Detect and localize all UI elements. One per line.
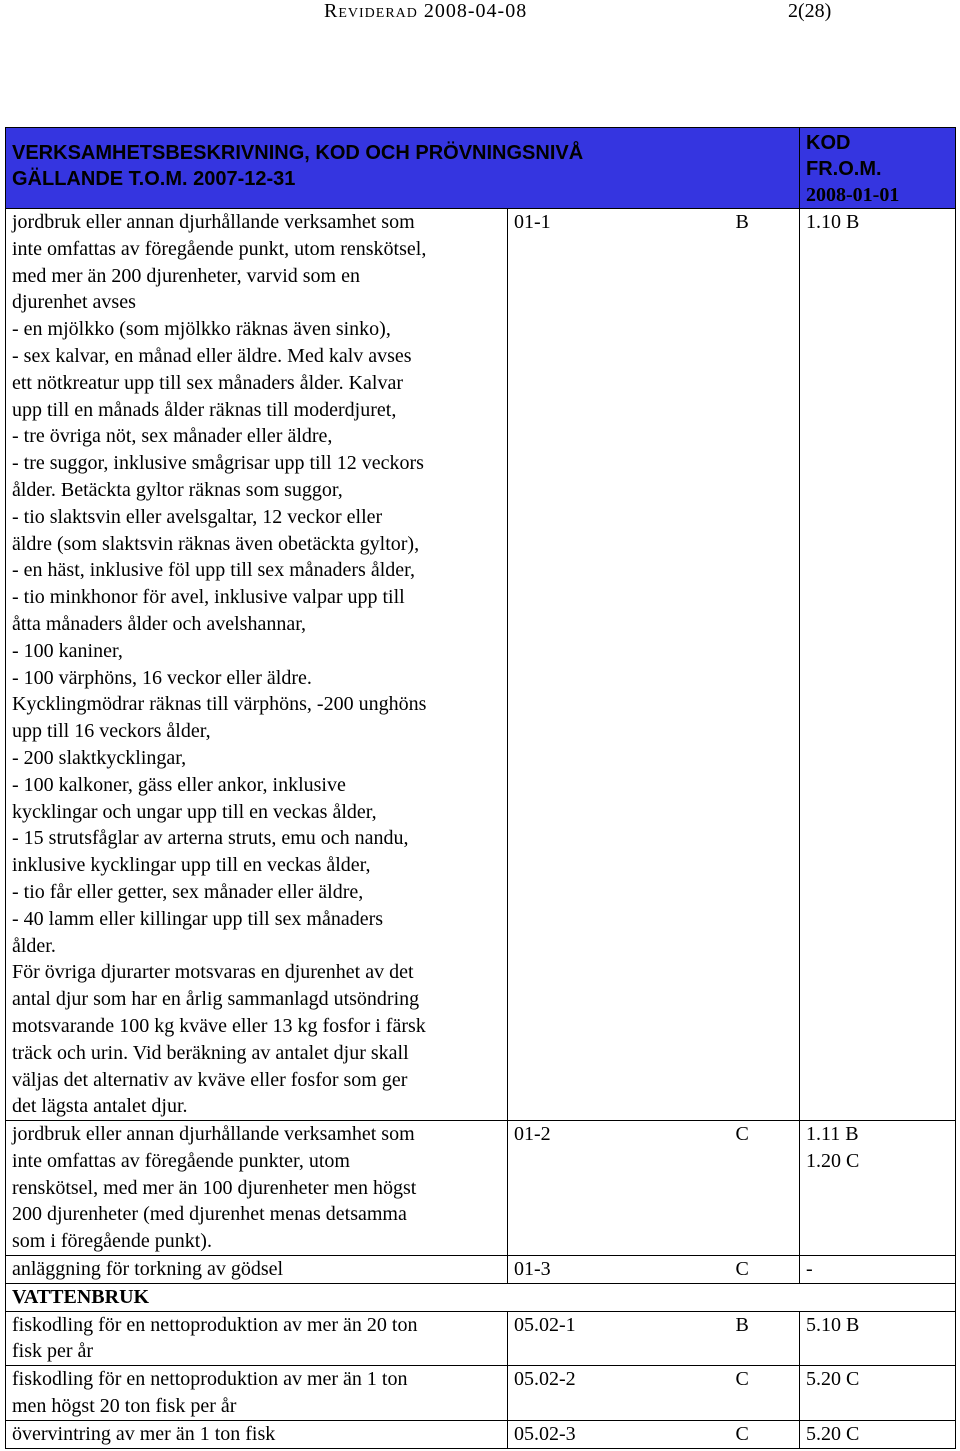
description-line: inte omfattas av föregående punkt, utom renskötsel, (12, 237, 427, 260)
description-line: renskötsel, med mer än 100 djurenheter men högst (12, 1176, 417, 1199)
description-line: övervintring av mer än 1 ton fisk (12, 1422, 276, 1445)
activity-table (5, 127, 956, 1449)
new-code-cell (800, 1420, 956, 1448)
description-line: men högst 20 ton fisk per år (12, 1395, 237, 1418)
description-line: - 100 kaniner, (12, 639, 123, 662)
page-header (0, 0, 960, 24)
description-line: fiskodling för en nettoproduktion av mer än 20 ton (12, 1313, 418, 1336)
description-line: fisk per år (12, 1340, 94, 1363)
new-code: 5.20 C (806, 1368, 860, 1391)
old-code: 01-1 (514, 211, 551, 233)
description-line: - tio slaktsvin eller avelsgaltar, 12 veckor eller (12, 505, 383, 528)
header-code-cell (800, 128, 956, 209)
description-line: - 40 lamm eller killingar upp till sex månaders (12, 907, 384, 930)
old-code: 05.02-2 (514, 1368, 576, 1391)
description-cell (6, 1121, 508, 1256)
description-line: träck och urin. Vid beräkning av antalet djur skall (12, 1041, 409, 1064)
new-code: 1.11 B (806, 1123, 859, 1146)
description-line: upp till 16 veckors ålder, (12, 720, 211, 743)
review-level-cell (730, 1366, 800, 1421)
review-level-cell (730, 1121, 800, 1256)
table-row (6, 1366, 956, 1421)
description-line: jordbruk eller annan djurhållande verksamhet som (12, 1123, 415, 1146)
table-row (6, 1311, 956, 1366)
revision-date: Reviderad 2008-04-08 (324, 0, 528, 22)
old-code-cell (508, 1366, 730, 1421)
description-line: ålder. (12, 934, 56, 957)
new-code-cell (800, 1121, 956, 1256)
description-line: 200 djurenheter (med djurenhet menas detsamma (12, 1203, 407, 1226)
description-line: - 15 strutsfåglar av arterna struts, emu och nandu, (12, 827, 409, 850)
description-line: - en häst, inklusive föl upp till sex månaders ålder, (12, 559, 415, 582)
new-code: 5.20 C (806, 1422, 860, 1445)
table-header-row (6, 128, 956, 209)
description-line: - en mjölkko (som mjölkko räknas även sinko), (12, 318, 391, 341)
description-line: djurenhet avses (12, 291, 136, 314)
description-line: inte omfattas av föregående punkter, utom (12, 1149, 350, 1172)
description-line: - tre suggor, inklusive smågrisar upp till 12 veckors (12, 452, 424, 475)
description-line: inklusive kycklingar upp till en veckas ålder, (12, 854, 371, 877)
description-line: - sex kalvar, en månad eller äldre. Med kalv avses (12, 344, 412, 367)
description-cell (6, 1311, 508, 1366)
description-line: äldre (som slaktsvin räknas även obetäckta gyltor), (12, 532, 420, 555)
description-line: - tio får eller getter, sex månader eller äldre, (12, 880, 364, 903)
old-code: 05.02-1 (514, 1313, 576, 1336)
old-code: 01-3 (514, 1258, 551, 1281)
description-line: åtta månaders ålder och avelshannar, (12, 612, 307, 635)
description-line: som i föregående punkt). (12, 1230, 212, 1253)
description-line: antal djur som har en årlig sammanlagd utsöndring (12, 988, 420, 1011)
review-level-cell (730, 209, 800, 1121)
section-row (6, 1283, 956, 1311)
new-code-cell (800, 1366, 956, 1421)
header-title-line-2: GÄLLANDE T.O.M. 2007-12-31 (12, 168, 296, 190)
description-line: det lägsta antalet djur. (12, 1095, 188, 1118)
review-level: C (735, 1258, 749, 1281)
description-line: upp till en månads ålder räknas till moderdjuret, (12, 398, 397, 421)
description-line: - 100 värphöns, 16 veckor eller äldre. (12, 666, 312, 689)
description-line: - tio minkhonor för avel, inklusive valpar upp till (12, 586, 405, 609)
old-code-cell (508, 1420, 730, 1448)
table-row (6, 1256, 956, 1284)
header-code-from: FR.O.M. (806, 158, 882, 180)
description-line: Kycklingmödrar räknas till värphöns, -200 unghöns (12, 693, 427, 716)
description-cell (6, 1366, 508, 1421)
new-code: - (806, 1258, 813, 1281)
new-code-cell (800, 1311, 956, 1366)
description-line: anläggning för torkning av gödsel (12, 1258, 284, 1281)
review-level: B (735, 211, 749, 233)
description-line: med mer än 200 djurenheter, varvid som en (12, 264, 360, 287)
section-heading-cell (6, 1283, 956, 1311)
description-cell (6, 209, 508, 1121)
review-level: C (735, 1422, 749, 1445)
new-code: 1.10 B (806, 211, 860, 233)
review-level: C (735, 1368, 749, 1391)
description-line: ett nötkreatur upp till sex månaders ålder. Kalvar (12, 371, 403, 394)
header-title-line-1: VERKSAMHETSBESKRIVNING, KOD OCH PRÖVNINGSNIVÅ (12, 142, 584, 164)
old-code-cell (508, 209, 730, 1121)
description-line: jordbruk eller annan djurhållande verksamhet som (12, 211, 415, 233)
description-cell (6, 1256, 508, 1284)
review-level: B (735, 1313, 749, 1336)
description-line: - tre övriga nöt, sex månader eller äldre, (12, 425, 333, 448)
old-code-cell (508, 1311, 730, 1366)
description-cell (6, 1420, 508, 1448)
review-level-cell (730, 1420, 800, 1448)
review-level-cell (730, 1256, 800, 1284)
table-row (6, 209, 956, 1121)
description-line: motsvarande 100 kg kväve eller 13 kg fosfor i färsk (12, 1014, 426, 1037)
new-code-cell (800, 209, 956, 1121)
page-number: 2(28) (788, 0, 832, 22)
description-line: - 200 slaktkycklingar, (12, 746, 187, 769)
old-code: 01-2 (514, 1123, 551, 1146)
header-code-label: KOD (806, 132, 851, 154)
description-line: - 100 kalkoner, gäss eller ankor, inklusive (12, 773, 346, 796)
review-level-cell (730, 1311, 800, 1366)
description-line: fiskodling för en nettoproduktion av mer än 1 ton (12, 1368, 408, 1391)
table-row (6, 1121, 956, 1256)
description-line: väljas det alternativ av kväve eller fosfor som ger (12, 1068, 408, 1091)
review-level: C (735, 1123, 749, 1146)
old-code-cell (508, 1256, 730, 1284)
table-row (6, 1420, 956, 1448)
description-line: kycklingar och ungar upp till en veckas ålder, (12, 800, 377, 823)
header-description-cell (6, 128, 800, 209)
old-code-cell (508, 1121, 730, 1256)
section-heading: VATTENBRUK (12, 1285, 150, 1308)
header-code-date: 2008-01-01 (806, 184, 900, 206)
description-line: ålder. Betäckta gyltor räknas som suggor, (12, 478, 343, 501)
new-code-cell (800, 1256, 956, 1284)
new-code: 5.10 B (806, 1313, 860, 1336)
old-code: 05.02-3 (514, 1422, 576, 1445)
new-code: 1.20 C (806, 1149, 860, 1172)
description-line: För övriga djurarter motsvaras en djurenhet av det (12, 961, 414, 984)
